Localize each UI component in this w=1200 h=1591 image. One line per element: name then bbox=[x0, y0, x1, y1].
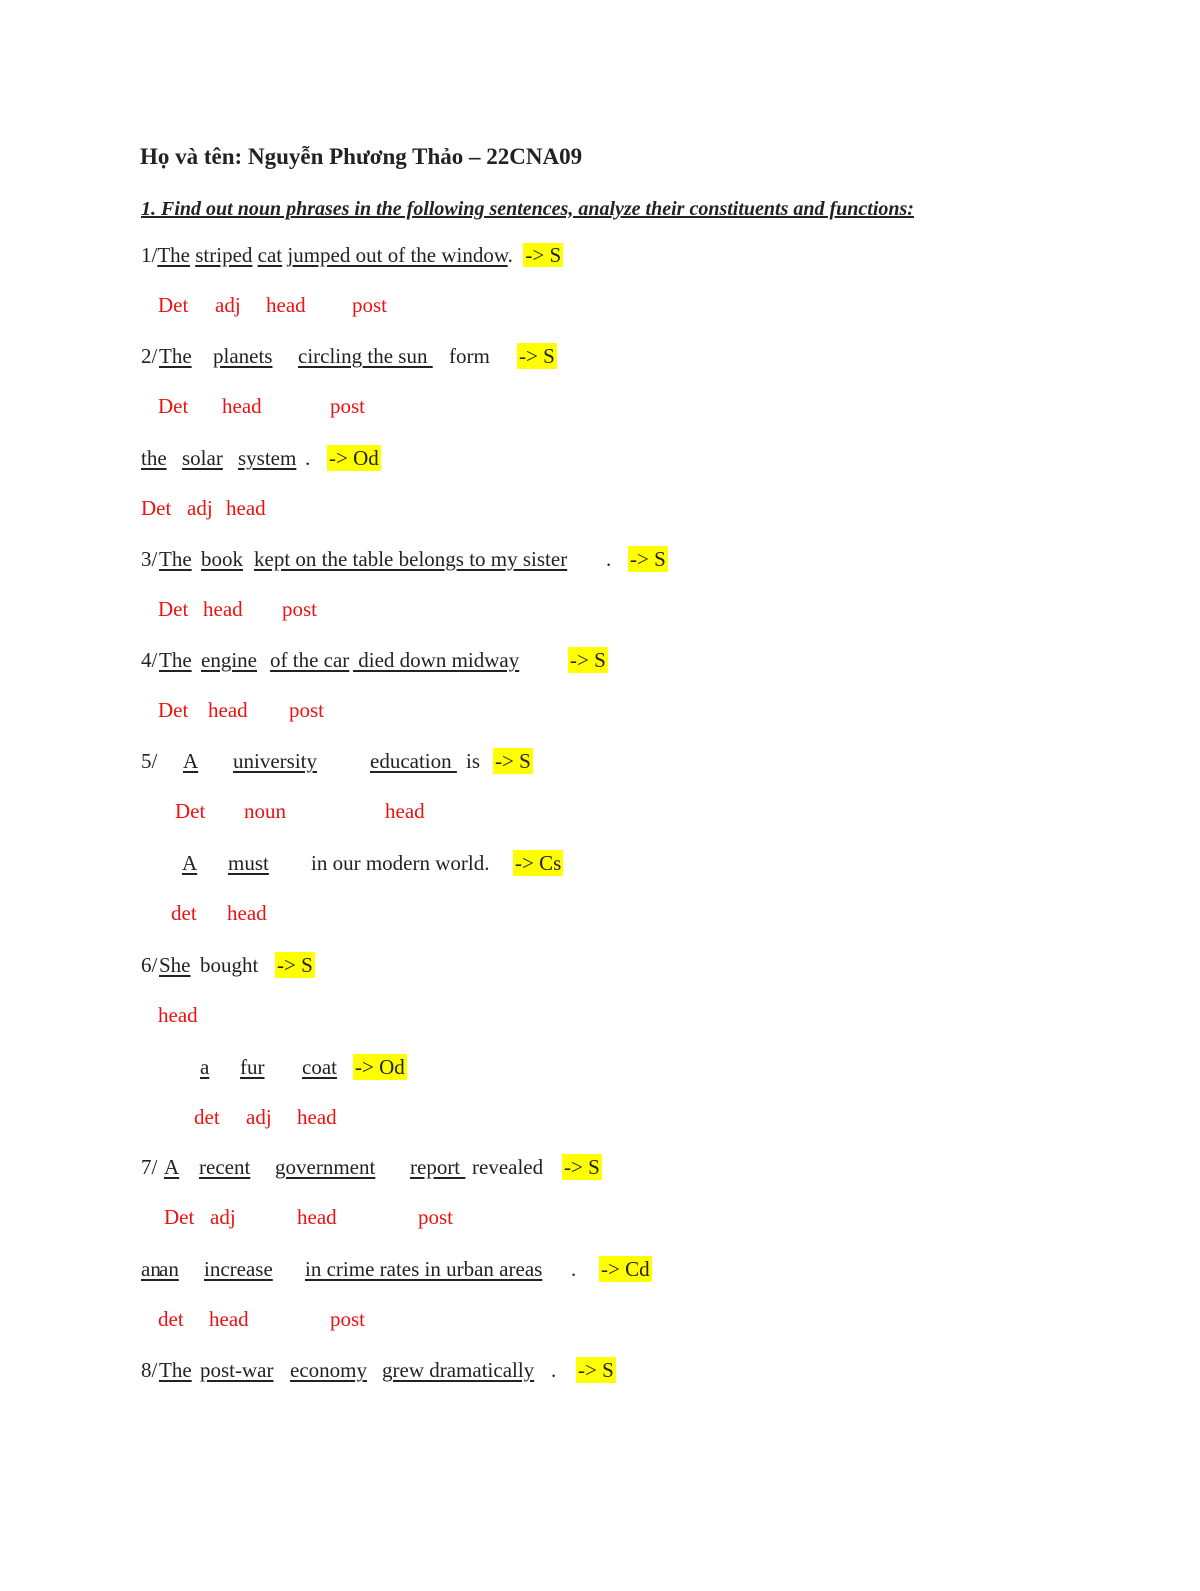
constituent-label: det bbox=[158, 1307, 184, 1331]
function-tag: -> S bbox=[578, 1358, 614, 1382]
head-noun: planets bbox=[213, 344, 273, 368]
postmodifier: in crime rates in urban areas bbox=[305, 1257, 543, 1281]
constituent-label: Det bbox=[158, 293, 189, 317]
constituent-label: post bbox=[330, 1307, 366, 1331]
constituent-label: head bbox=[209, 1307, 249, 1331]
constituent-label: post bbox=[352, 293, 388, 317]
function-tag: -> S bbox=[519, 344, 555, 368]
constituent-label: post bbox=[282, 597, 318, 621]
function-tag: -> S bbox=[630, 547, 666, 571]
constituent-label: head bbox=[297, 1205, 337, 1229]
postmodifier: circling the sun bbox=[298, 344, 433, 368]
head-noun: book bbox=[201, 547, 243, 571]
postmodifier: of the car bbox=[270, 648, 350, 672]
constituent-label: Det bbox=[158, 394, 189, 418]
constituent-label: post bbox=[289, 698, 325, 722]
head-noun: must bbox=[228, 851, 269, 875]
constituent-label: head bbox=[227, 901, 267, 925]
determiner: The bbox=[157, 243, 190, 267]
adjective: solar bbox=[182, 446, 223, 470]
determiner: an bbox=[159, 1257, 179, 1281]
constituent-label: Det bbox=[164, 1205, 195, 1229]
constituent-label: Det bbox=[175, 799, 206, 823]
constituent-label: det bbox=[171, 901, 197, 925]
head-noun: coat bbox=[302, 1055, 337, 1079]
determiner: The bbox=[159, 1358, 192, 1382]
constituent-label: head bbox=[297, 1105, 337, 1129]
adjective: fur bbox=[240, 1055, 265, 1079]
constituent-label: post bbox=[330, 394, 366, 418]
adjective: recent bbox=[199, 1155, 251, 1179]
constituent-label: post bbox=[418, 1205, 454, 1229]
determiner: A bbox=[164, 1155, 180, 1179]
determiner: A bbox=[182, 851, 198, 875]
constituent-label: Det bbox=[158, 597, 189, 621]
determiner: The bbox=[159, 344, 192, 368]
determiner: a bbox=[200, 1055, 210, 1079]
exercise-heading: 1. Find out noun phrases in the following sentences, analyze their constituents and functions: bbox=[141, 198, 914, 220]
adjective: striped bbox=[195, 243, 253, 267]
postmodifier: kept on the table belongs to my sister bbox=[254, 547, 568, 571]
function-tag: -> S bbox=[564, 1155, 600, 1179]
head-noun: cat bbox=[257, 243, 283, 267]
constituent-label: adj bbox=[246, 1105, 272, 1129]
function-tag: -> Od bbox=[329, 446, 379, 470]
determiner: The bbox=[159, 648, 192, 672]
constituent-label: noun bbox=[244, 799, 286, 823]
constituent-label: head bbox=[158, 1003, 198, 1027]
constituent-label: Det bbox=[158, 698, 189, 722]
constituent-label: head bbox=[266, 293, 306, 317]
function-tag: -> Cs bbox=[515, 851, 562, 875]
head-noun: engine bbox=[201, 648, 257, 672]
constituent-label: head bbox=[208, 698, 248, 722]
constituent-label: head bbox=[203, 597, 243, 621]
head-noun: She bbox=[159, 953, 191, 977]
postmodifier: report bbox=[410, 1155, 466, 1179]
constituent-label: adj bbox=[210, 1205, 236, 1229]
head-noun: government bbox=[275, 1155, 376, 1179]
constituent-label: det bbox=[194, 1105, 220, 1129]
function-tag: -> Cd bbox=[601, 1257, 650, 1281]
head-noun: economy bbox=[290, 1358, 367, 1382]
determiner: an bbox=[141, 1257, 161, 1281]
function-tag: -> Od bbox=[355, 1055, 405, 1079]
adjective: post-war bbox=[200, 1358, 274, 1382]
constituent-label: head bbox=[222, 394, 262, 418]
student-name-title: Họ và tên: Nguyễn Phương Thảo – 22CNA09 bbox=[140, 144, 583, 169]
postmodifier: jumped out of the window bbox=[287, 243, 508, 267]
postmodifier: grew dramatically bbox=[382, 1358, 535, 1382]
determiner: The bbox=[159, 547, 192, 571]
noun-modifier: university bbox=[233, 749, 317, 773]
constituent-label: adj bbox=[187, 496, 213, 520]
determiner: the bbox=[141, 446, 167, 470]
constituent-label: adj bbox=[215, 293, 241, 317]
head-noun: increase bbox=[204, 1257, 273, 1281]
function-tag: -> S bbox=[277, 953, 313, 977]
sentence-1-line: 1/The striped cat jumped out of the window. -> S bbox=[141, 243, 562, 267]
constituent-label: Det bbox=[141, 496, 172, 520]
head-noun: education bbox=[370, 749, 457, 773]
constituent-label: head bbox=[226, 496, 266, 520]
function-tag: -> S bbox=[495, 749, 531, 773]
head-noun: system bbox=[238, 446, 297, 470]
function-tag: -> S bbox=[570, 648, 606, 672]
determiner: A bbox=[183, 749, 199, 773]
constituent-label: head bbox=[385, 799, 425, 823]
function-tag: -> S bbox=[525, 243, 562, 267]
